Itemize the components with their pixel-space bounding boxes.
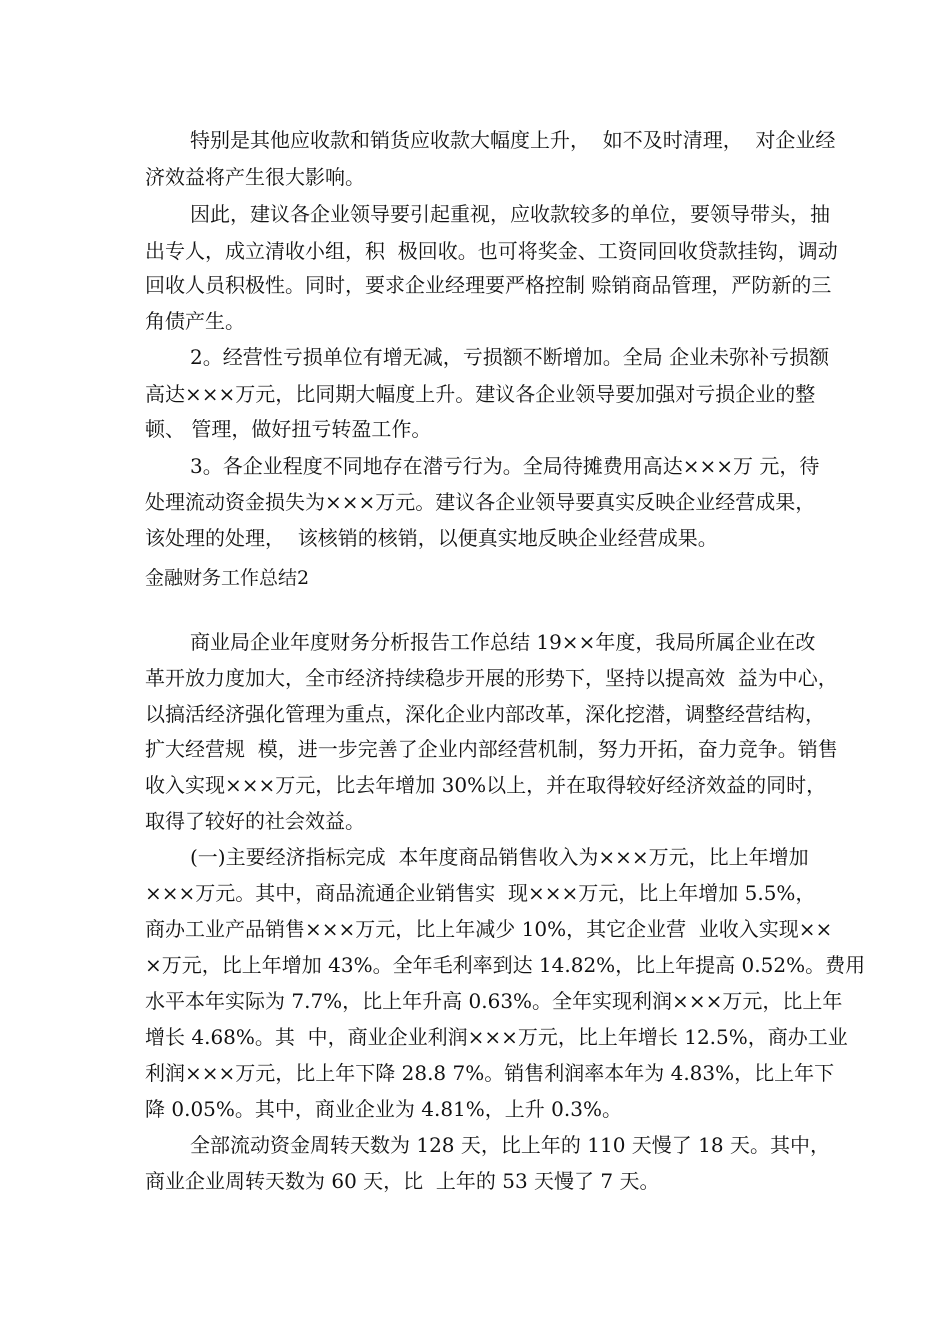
paragraph-line: 因此，建议各企业领导要引起重视，应收款较多的单位，要领导带头，抽 xyxy=(190,202,830,226)
paragraph-line: 以搞活经济强化管理为重点，深化企业内部改革，深化挖潜，调整经营结构， xyxy=(145,702,825,726)
paragraph-line: 革开放力度加大，全市经济持续稳步开展的形势下，坚持以提高效 益为中心， xyxy=(145,666,838,690)
paragraph-line: 该处理的处理， 该核销的核销，以便真实地反映企业经营成果。 xyxy=(145,526,718,550)
paragraph-line: 特别是其他应收款和销货应收款大幅度上升， 如不及时清理， 对企业经 xyxy=(190,128,836,152)
paragraph-line: 角债产生。 xyxy=(145,309,245,333)
paragraph-line: 降 0.05%。其中，商业企业为 4.81%，上升 0.3%。 xyxy=(145,1097,622,1121)
paragraph-line: 商业企业周转天数为 60 天，比 上年的 53 天慢了 7 天。 xyxy=(145,1169,660,1193)
paragraph-line: 顿、 管理，做好扭亏转盈工作。 xyxy=(145,417,432,441)
paragraph-line: 取得了较好的社会效益。 xyxy=(145,809,365,833)
paragraph-line: 扩大经营规 模，进一步完善了企业内部经营机制，努力开拓，奋力竞争。销售 xyxy=(145,737,838,761)
paragraph-line: 利润×××万元，比上年下降 28.8 7%。销售利润率本年为 4.83%，比上年下 xyxy=(145,1061,835,1085)
paragraph-line: 高达×××万元，比同期大幅度上升。建议各企业领导要加强对亏损企业的整 xyxy=(145,382,816,406)
paragraph-line: 2。经营性亏损单位有增无减，亏损额不断增加。全局 企业未弥补亏损额 xyxy=(190,345,830,369)
paragraph-line: 水平本年实际为 7.7%，比上年升高 0.63%。全年实现利润×××万元，比上年 xyxy=(145,989,843,1013)
paragraph-line: 回收人员积极性。同时，要求企业经理要严格控制 赊销商品管理，严防新的三 xyxy=(145,273,832,297)
paragraph-line: 全部流动资金周转天数为 128 天，比上年的 110 天慢了 18 天。其中， xyxy=(190,1133,830,1157)
paragraph-line: 3。各企业程度不同地存在潜亏行为。全局待摊费用高达×××万 元，待 xyxy=(190,454,820,478)
section-heading: 金融财务工作总结2 xyxy=(145,567,310,589)
paragraph-line: (一)主要经济指标完成 本年度商品销售收入为×××万元，比上年增加 xyxy=(190,845,809,869)
paragraph-line: 济效益将产生很大影响。 xyxy=(145,165,365,189)
paragraph-line: ×××万元。其中，商品流通企业销售实 现×××万元，比上年增加 5.5%， xyxy=(145,881,816,905)
paragraph-line: 商业局企业年度财务分析报告工作总结 19××年度，我局所属企业在改 xyxy=(190,630,816,654)
paragraph-line: 出专人，成立清收小组，积 极回收。也可将奖金、工资同回收贷款挂钩，调动 xyxy=(145,239,838,263)
paragraph-line: 处理流动资金损失为×××万元。建议各企业领导要真实反映企业经营成果， xyxy=(145,490,816,514)
paragraph-line: 商办工业产品销售×××万元，比上年减少 10%，其它企业营 业收入实现×× xyxy=(145,917,833,941)
paragraph-line: 增长 4.68%。其 中，商业企业利润×××万元，比上年增长 12.5%，商办工业 xyxy=(145,1025,848,1049)
paragraph-line: 收入实现×××万元，比去年增加 30%以上，并在取得较好经济效益的同时， xyxy=(145,773,827,797)
paragraph-line: ×万元，比上年增加 43%。全年毛利率到达 14.82%，比上年提高 0.52%。费用 xyxy=(145,953,866,977)
